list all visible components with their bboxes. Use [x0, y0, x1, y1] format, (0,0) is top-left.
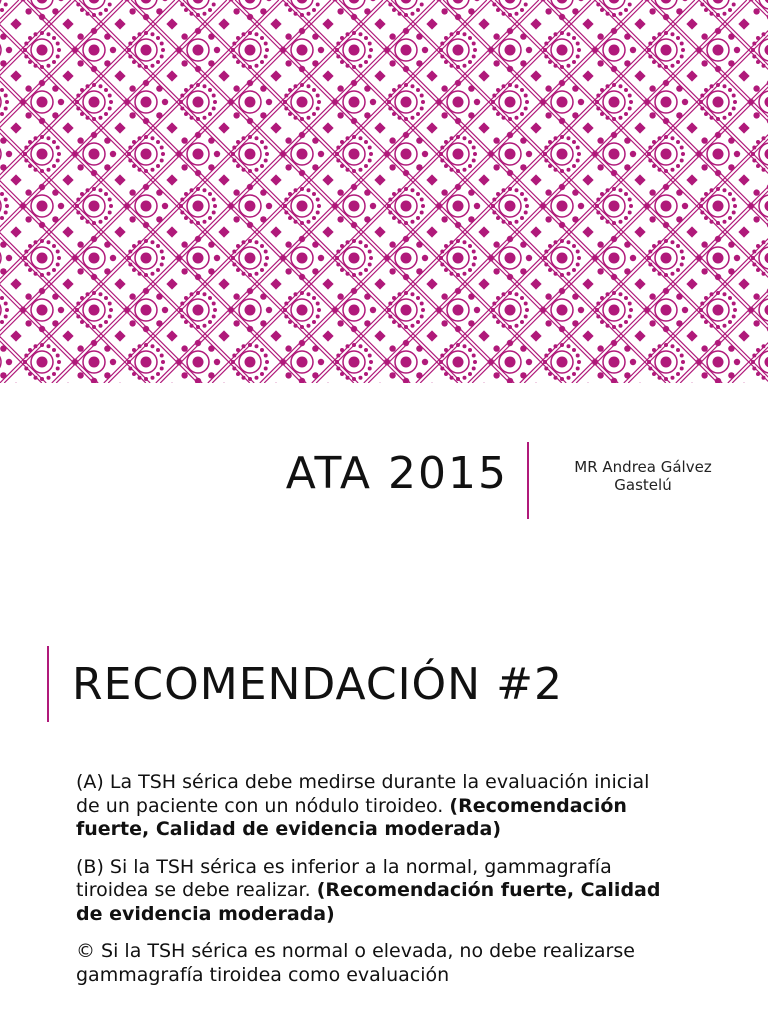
recommendation-item-b: [76, 856, 676, 927]
item-text: (A) La TSH sérica debe medirse durante la evaluación inicial de un paciente con un nódulo tiroideo.: [76, 771, 650, 817]
recommendation-item-a: [76, 771, 676, 842]
item-strength: (Recomendación fuerte, Calidad de evidencia moderada): [76, 794, 627, 840]
title-divider: [527, 442, 529, 519]
item-text: (B) Si la TSH sérica es inferior a la normal, gammagrafía tiroidea se debe realizar.: [76, 855, 612, 901]
title-slide: [0, 383, 768, 628]
author-line-1: MR Andrea Gálvez: [574, 458, 712, 476]
decorative-pattern: [0, 0, 768, 383]
item-strength: (Recomendación fuerte, Calidad de evidencia moderada): [76, 879, 661, 925]
recommendation-body: [76, 771, 676, 1001]
recommendation-item-c: [76, 940, 676, 987]
recommendation-title: RECOMENDACIÓN #2: [72, 659, 563, 710]
author-line-2: Gastelú: [614, 476, 672, 494]
author-name: [560, 458, 726, 494]
pattern-graphic: [0, 0, 768, 383]
item-text: © Si la TSH sérica es normal o elevada, no debe realizarse gammagrafía tiroidea como evaluación: [76, 940, 635, 986]
slide-title: ATA 2015: [285, 448, 508, 499]
recommendation-divider: [47, 646, 49, 722]
